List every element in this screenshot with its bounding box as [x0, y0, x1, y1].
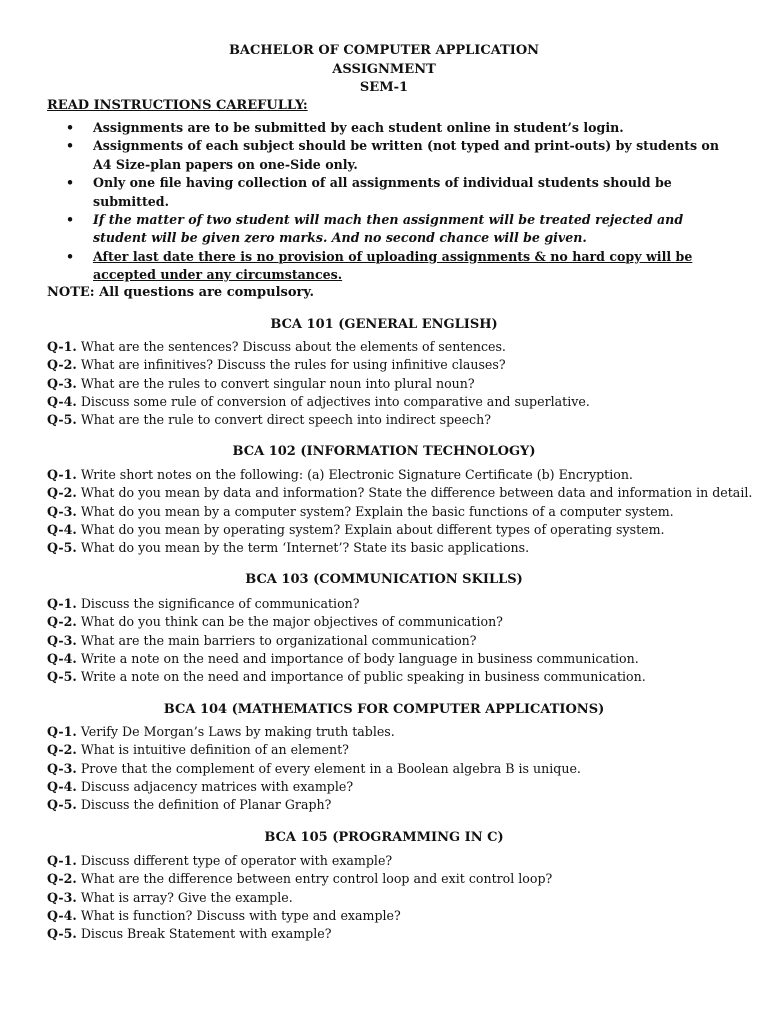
- question-item: Q-3. What are the rules to convert singular noun into plural noun?: [47, 375, 475, 391]
- section-title-bca104: BCA 104 (MATHEMATICS FOR COMPUTER APPLICATIONS): [163, 702, 605, 717]
- semester-title: SEM-1: [359, 80, 409, 95]
- question-item: Q-3. What are the main barriers to organizational communication?: [47, 632, 477, 648]
- question-item: Q-4. Write a note on the need and importance of body language in business communication.: [47, 650, 639, 666]
- question-item: Q-4. What is function? Discuss with type and example?: [47, 907, 401, 923]
- question-item: Q-4. Discuss adjacency matrices with example?: [47, 778, 354, 794]
- question-item: Q-4. Discuss some rule of conversion of adjectives into comparative and superlative.: [47, 393, 590, 409]
- question-item: Q-1. Verify De Morgan’s Laws by making truth tables.: [47, 724, 395, 739]
- question-item: Q-5. Discuss the definition of Planar Graph?: [47, 797, 332, 813]
- section-title-bca105: BCA 105 (PROGRAMMING IN C): [264, 830, 504, 845]
- question-item: Q-2. What are the difference between entry control loop and exit control loop?: [47, 871, 553, 887]
- bullet-icon: •: [66, 212, 75, 228]
- bullet-icon: •: [66, 120, 75, 135]
- instructions-heading: READ INSTRUCTIONS CAREFULLY:: [47, 98, 308, 113]
- instruction-item: • Assignments are to be submitted by each student online in student’s login.: [47, 119, 727, 137]
- document-title: ASSIGNMENT: [332, 62, 436, 77]
- question-item: Q-3. Prove that the complement of every element in a Boolean algebra B is unique.: [47, 760, 581, 776]
- question-item: Q-1. Write short notes on the following: (a) Electronic Signature Certificate (b) Encryption.: [47, 467, 633, 482]
- question-item: Q-5. Discus Break Statement with example?: [47, 926, 332, 942]
- bullet-icon: •: [66, 248, 75, 264]
- question-item: Q-2. What is intuitive definition of an element?: [47, 742, 349, 758]
- question-list-bca104: [47, 723, 747, 814]
- instruction-item: • Only one file having collection of all assignments of individual students should be submitted.: [66, 175, 672, 209]
- section-title-bca101: BCA 101 (GENERAL ENGLISH): [270, 317, 498, 332]
- instructions-list: [47, 119, 727, 285]
- question-list-bca103: [47, 595, 747, 686]
- question-list-bca105: [47, 852, 747, 943]
- question-item: Q-5. Write a note on the need and importance of public speaking in business communication.: [47, 669, 646, 685]
- question-item: Q-3. What do you mean by a computer system? Explain the basic functions of a computer system.: [47, 503, 674, 519]
- question-item: Q-1. Discuss different type of operator with example?: [47, 853, 393, 868]
- question-item: Q-5. What are the rule to convert direct speech into indirect speech?: [47, 412, 491, 428]
- question-item: Q-2. What are infinitives? Discuss the rules for using infinitive clauses?: [47, 357, 506, 373]
- bullet-icon: •: [66, 175, 75, 191]
- question-item: Q-2. What do you think can be the major objectives of communication?: [47, 614, 503, 630]
- instruction-item: • After last date there is no provision of uploading assignments & no hard copy will be accepted under any circumstances.: [66, 248, 693, 283]
- question-item: Q-1. What are the sentences? Discuss about the elements of sentences.: [47, 339, 506, 354]
- question-item: Q-1. Discuss the significance of communication?: [47, 596, 360, 611]
- question-item: Q-2. What do you mean by data and information? State the difference between data and information in detail.: [47, 485, 753, 501]
- question-item: Q-5. What do you mean by the term ‘Internet’? State its basic applications.: [47, 540, 530, 556]
- section-title-bca103: BCA 103 (COMMUNICATION SKILLS): [245, 572, 523, 587]
- instruction-item: • Assignments of each subject should be written (not typed and print-outs) by students on A4 Size-plan papers on one-Side only.: [66, 138, 719, 172]
- bullet-icon: •: [66, 138, 75, 154]
- instruction-item: • If the matter of two student will mach then assignment will be treated rejected and student will be given zero marks. And no second chance will be given.: [66, 212, 684, 246]
- section-title-bca102: BCA 102 (INFORMATION TECHNOLOGY): [232, 444, 536, 459]
- question-item: Q-3. What is array? Give the example.: [47, 889, 293, 905]
- question-item: Q-4. What do you mean by operating system? Explain about different types of operating system.: [47, 521, 665, 537]
- question-list-bca101: [47, 338, 747, 429]
- question-list-bca102: [47, 466, 753, 557]
- program-title: BACHELOR OF COMPUTER APPLICATION: [228, 43, 540, 58]
- note-text: NOTE: All questions are compulsory.: [47, 285, 314, 300]
